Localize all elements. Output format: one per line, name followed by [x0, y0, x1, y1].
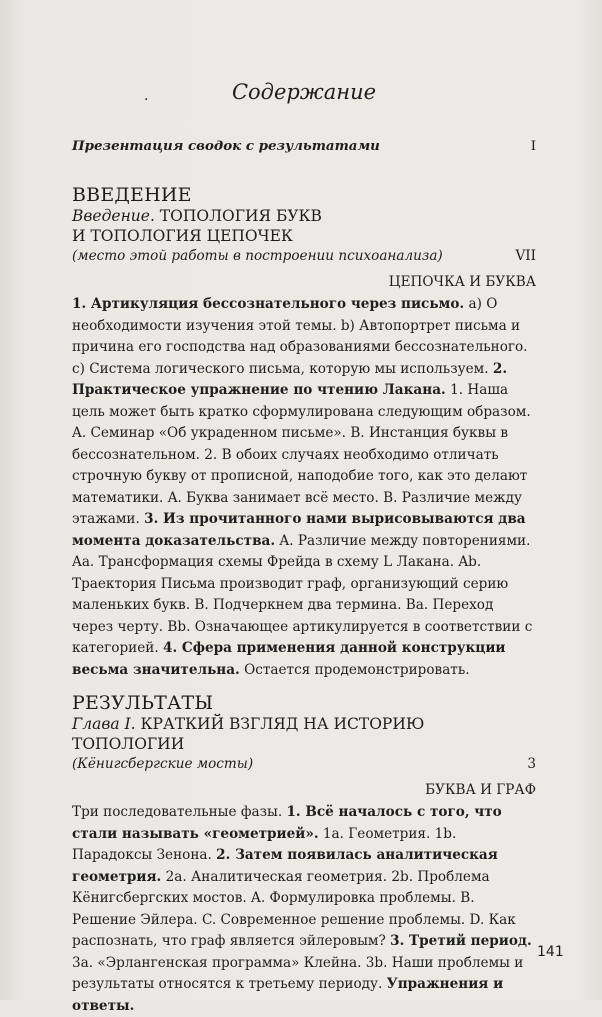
text-run: 1. Наша цель может быть кратко сформулирована следующим образом. A. Семинар «Об украденном письме». B. Инстанция буквы в бессознательном. 2. В обоих случаях необходимо отличать строчную букву от прописной, наподобие того, как это делают математики. A. Буква занимает всё место. B. Различие между этажами.: [72, 382, 531, 527]
results-chapter-text: КРАТКИЙ ВЗГЛЯД НА ИСТОРИЮ: [135, 715, 425, 733]
text-run: 2a. Аналитическая геометрия. 2b. Проблема Кёнигсбергских мостов. A. Формулировка проблемы. B. Решение Эйлера. C. Современное решение проблемы. D. Как распознать, что граф является эйлеровым?: [72, 868, 516, 949]
text-run: Остается продемонстрировать.: [239, 661, 470, 678]
bold-run: 1. Всё началось с того, что стали называть «геометрией».: [72, 804, 502, 842]
bold-run: 3. Третий период.: [390, 933, 532, 949]
toc-entry-presentation: [72, 136, 536, 158]
text-run: 1a. Геометрия. 1b. Парадоксы Зенона.: [72, 825, 457, 863]
results-section-title: БУКВА И ГРАФ: [425, 781, 536, 798]
intro-subtitle: [72, 206, 536, 226]
page-title: [72, 82, 536, 104]
intro-page: VII: [515, 248, 536, 264]
results-page: 3: [527, 756, 536, 772]
bold-run: 2. Практическое упражнение по чтению Лакана.: [72, 360, 508, 398]
text-run: 3a. «Эрлангенская программа» Клейна. 3b. Наши проблемы и результаты относятся к третьему периоду.: [72, 954, 524, 992]
text-run: a) О необходимости изучения этой темы. b) Автопортрет письма и причина его господства над образованиями бессознательного. c) Система логического письма, которую мы используем.: [72, 296, 528, 377]
results-paragraph: [72, 802, 536, 1017]
intro-heading: ВВЕДЕНИЕ: [72, 184, 192, 206]
text-run: Три последовательные фазы.: [72, 804, 287, 820]
presentation-page: I: [530, 138, 536, 154]
text-run: A. Различие между повторениями. Aa. Трансформация схемы Фрейда в схему L Лакана. Ab. Траектория Письма производит граф, организующий серию маленьких букв. B. Подчеркнем два термина. Ba. Переход через черту. Bb. Означающее артикулируется в соответствии с категорией.: [72, 532, 533, 656]
bold-run: 3. Из прочитанного нами вырисовываются два момента доказательства.: [72, 511, 526, 549]
intro-sub-italic: Введение.: [72, 207, 155, 225]
title-text: Содержание: [231, 80, 377, 104]
bold-run: Упражнения и ответы.: [72, 976, 504, 1014]
results-chapter: [72, 714, 536, 734]
results-heading: РЕЗУЛЬТАТЫ: [72, 692, 214, 714]
toc-content: [72, 60, 536, 1017]
bold-run: 4. Сфера применения данной конструкции весьма значительна.: [72, 640, 506, 678]
results-note-row: [72, 754, 536, 776]
intro-subtitle-line2: И ТОПОЛОГИЯ ЦЕПОЧЕК: [72, 227, 293, 245]
results-note: (Кёнигсбергские мосты): [72, 756, 254, 772]
results-chapter-line2: ТОПОЛОГИИ: [72, 735, 185, 753]
intro-section-title: ЦЕПОЧКА И БУКВА: [388, 273, 536, 290]
title-dot: .: [144, 88, 149, 104]
bold-run: 2. Затем появилась аналитическая геометрия.: [72, 847, 498, 885]
intro-note-row: [72, 246, 536, 268]
intro-sub-text: ТОПОЛОГИЯ БУКВ: [154, 207, 322, 225]
intro-note: (место этой работы в построении психоанализа): [72, 248, 443, 264]
intro-paragraph: [72, 294, 536, 681]
page-number: 141: [537, 944, 564, 960]
presentation-label: Презентация сводок с результатами: [72, 137, 380, 154]
bold-run: 1. Артикуляция бессознательного через письмо.: [72, 296, 465, 312]
results-chapter-italic: Глава I.: [72, 715, 136, 733]
